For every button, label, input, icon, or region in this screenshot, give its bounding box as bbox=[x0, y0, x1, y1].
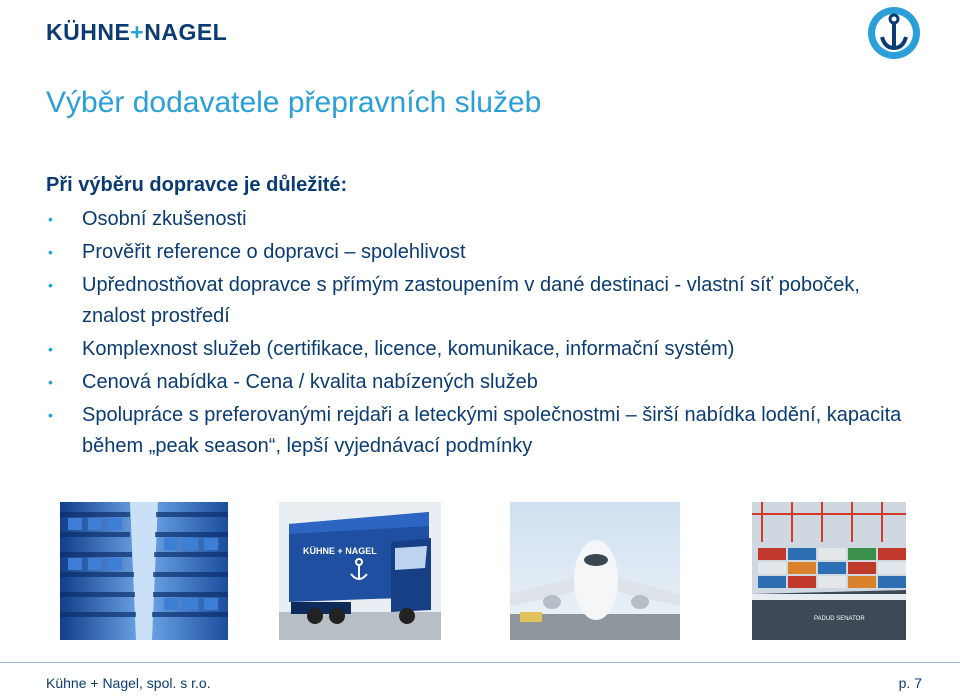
bullet-item bbox=[46, 270, 926, 332]
bullet-dot: • bbox=[48, 407, 53, 423]
bullet-text: Osobní zkušenosti bbox=[82, 208, 247, 230]
bullet-dot: • bbox=[48, 374, 53, 390]
bullet-list bbox=[46, 204, 926, 464]
company-logo bbox=[46, 19, 227, 46]
photo-strip bbox=[0, 502, 960, 642]
footer-divider bbox=[0, 662, 960, 663]
footer-company: Kühne + Nagel, spol. s r.o. bbox=[46, 675, 211, 691]
container-ship-photo bbox=[752, 502, 906, 640]
logo-text-right: NAGEL bbox=[144, 19, 228, 45]
airplane-photo bbox=[510, 502, 680, 640]
footer-page-number: p. 7 bbox=[898, 675, 922, 691]
bullet-text: Spolupráce s preferovanými rejdaři a leteckými společnostmi – širší nabídka lodění, kapacita během „peak season“, lepší vyjednávací podmínky bbox=[82, 404, 902, 457]
slide-subtitle: Při výběru dopravce je důležité: bbox=[46, 174, 348, 196]
slide-title: Výběr dodavatele přepravních služeb bbox=[46, 86, 542, 119]
bullet-item bbox=[46, 237, 926, 268]
logo-text-left: KÜHNE bbox=[46, 19, 131, 45]
logo-plus: + bbox=[130, 19, 145, 45]
bullet-text: Komplexnost služeb (certifikace, licence, komunikace, informační systém) bbox=[82, 338, 735, 360]
bullet-dot: • bbox=[48, 277, 53, 293]
warehouse-photo bbox=[60, 502, 228, 640]
anchor-icon bbox=[865, 4, 923, 62]
truck-label: KÜHNE + NAGEL bbox=[303, 546, 377, 556]
bullet-dot: • bbox=[48, 244, 53, 260]
truck-photo bbox=[279, 502, 441, 640]
bullet-dot: • bbox=[48, 211, 53, 227]
bullet-dot: • bbox=[48, 341, 53, 357]
bullet-text: Upřednostňovat dopravce s přímým zastoupením v dané destinaci - vlastní síť poboček, znalost prostředí bbox=[82, 274, 860, 327]
bullet-text: Cenová nabídka - Cena / kvalita nabízených služeb bbox=[82, 371, 538, 393]
ship-label: PADUD SENATOR bbox=[814, 616, 865, 622]
bullet-item bbox=[46, 204, 926, 235]
bullet-item bbox=[46, 400, 926, 462]
bullet-item bbox=[46, 367, 926, 398]
bullet-text: Prověřit reference o dopravci – spolehlivost bbox=[82, 241, 466, 263]
bullet-item bbox=[46, 334, 926, 365]
